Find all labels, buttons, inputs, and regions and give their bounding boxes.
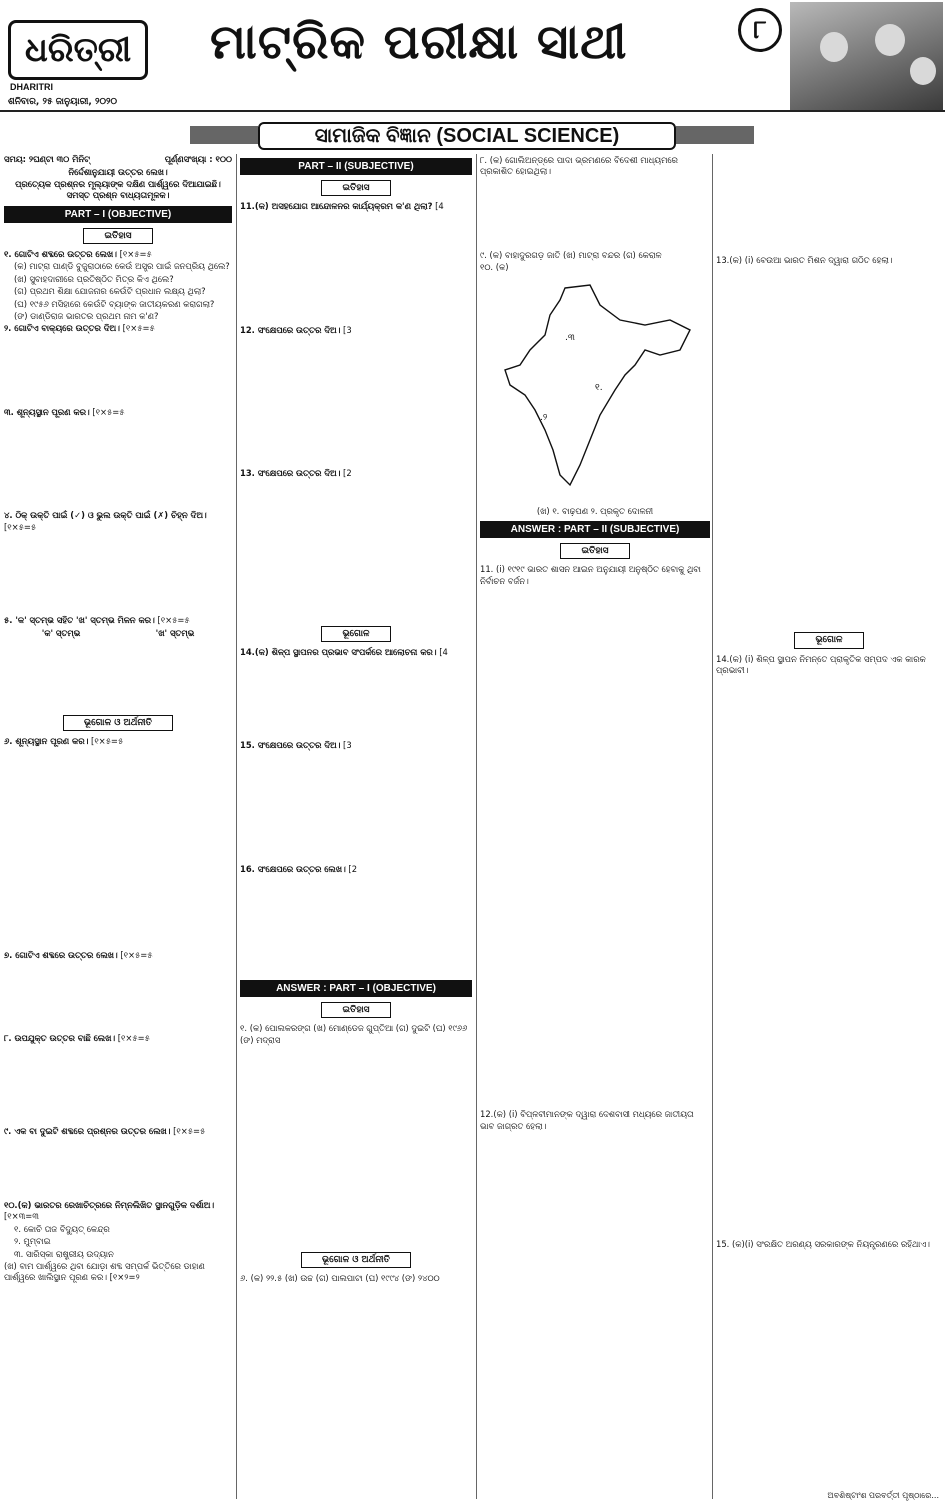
exam-marks: ପୂର୍ଣ୍ଣସଂଖ୍ୟା : ୧୦୦ bbox=[164, 154, 232, 164]
map-label-3: .୩ bbox=[565, 332, 575, 343]
masthead bbox=[0, 0, 945, 112]
continued-note: ଅବଶିଷ୍ଟାଂଶ ପରବର୍ତ୍ତୀ ପୃଷ୍ଠାରେ... bbox=[827, 1491, 939, 1500]
question-5: ୫. 'କ' ସ୍ତମ୍ଭ ସହିତ 'ଖ' ସ୍ତମ୍ଭ ମିଳନ କର। [୧×୫=୫ bbox=[4, 615, 190, 626]
section-geography: ଭୂଗୋଳ bbox=[321, 626, 391, 642]
answer-1: ୧. (କ) ପୋଲକରଙ୍ଗ (ଖ) ମୋଣ୍ଡେଜ ଗୁପ୍ତିଆ (ଗ) ଦୁଇଟି (ଘ) ୧୯୬୬ (ଙ) ମଦ୍ରାସ bbox=[240, 1023, 468, 1045]
exam-notice: ନିର୍ଦ୍ଦେଶାନୁଯାୟୀ ଉତ୍ତର ଲେଖ। ପ୍ରତ୍ୟେକ ପ୍ରଶ୍ନର ମୂଲ୍ୟାଙ୍କ ଦକ୍ଷିଣ ପାର୍ଶ୍ୱରେ ଦିଆଯାଇଛି। ସମସ୍ତ ପ୍ରଶ୍ନ ବାଧ୍ୟତାମୂଳକ। bbox=[15, 167, 221, 201]
question-10: ୧୦.(କ) ଭାରତର ରେଖାଚିତ୍ରରେ ନିମ୍ନଲିଖିତ ସ୍ଥାନଗୁଡ଼ିକ ଦର୍ଶାଅ। [୧×୩=୩ bbox=[4, 1199, 215, 1222]
answer-8: ୮. (କ) ଗୋଲିଅନ୍‌ଡ୍‌ରେ ପାଦା ଭ୍ରମଣରେ ବିଦେଶୀ ମାଧ୍ୟମରେ ପ୍ରକାଶିତ ହୋଇଥିଲା। bbox=[480, 155, 678, 177]
q1-b: (ଖ) ସୁବାହଦାରୀରେ ପ୍ରତିଷ୍ଠିତ ମିତ୍ର କିଏ ଥିଲେ? bbox=[14, 273, 174, 284]
question-9: ୯. ଏକ ବା ଦୁଇଟି ଶବ୍ଦରେ ପ୍ରଶ୍ନର ଉତ୍ତର ଲେଖ। [୧×୫=୫ bbox=[4, 1126, 206, 1137]
section-geography: ଭୂଗୋଳ ଓ ଅର୍ଥନୀତି bbox=[63, 715, 173, 731]
logo-text: ଧରିତ୍ରୀ bbox=[24, 30, 132, 70]
question-2: ୨. ଗୋଟିଏ ବାକ୍ୟରେ ଉତ୍ତର ଦିଅ। [୧×୫=୫ bbox=[4, 323, 155, 334]
q1-d: (ଘ) ୧୯୫୬ ମସିହାରେ କେଉଁଟି ବ୍ୟାଙ୍କ ଜାତୀୟକରଣ କରାଗଲା? bbox=[14, 298, 215, 309]
question-12: 12. ସଂକ୍ଷେପରେ ଉତ୍ତର ଦିଅ। [3 bbox=[240, 324, 352, 335]
answer-11: 11. (i) ୧୯୧୯ ଭାରତ ଶାସନ ଆଇନ ଅନୁଯାୟୀ ଅନୁଷ୍ଠିତ ହେବାକୁ ଥିବା ନିର୍ବାଚନ ବର୍ଜନ। bbox=[480, 564, 701, 586]
page-title: ମାଟ୍ରିକ ପରୀକ୍ଷା ସାଥୀ bbox=[210, 14, 628, 70]
question-10-b: (ଖ) ବାମ ପାର୍ଶ୍ୱରେ ଥିବା ଯୋଡ଼ା ଶବ୍ଦ ସମ୍ପର୍କ ଭିତ୍ତିରେ ଡାହାଣ ପାର୍ଶ୍ୱରେ ଖାଲିସ୍ଥାନ ପୂରଣ କର। [୧×୨=୨ bbox=[4, 1261, 205, 1283]
question-4: ୪. ଠିକ୍ ଉକ୍ତି ପାଇଁ (✓) ଓ ଭୁଲ ଉକ୍ତି ପାଇଁ (✗) ଚିହ୍ନ ଦିଅ। [୧×୫=୫ bbox=[4, 510, 207, 532]
q1-e: (ଙ) ଡାଣ୍ଡିରାଜ ଭାରତର ପ୍ରଥମ ନାମ କ'ଣ? bbox=[14, 311, 159, 322]
section-history: ଇତିହାସ bbox=[321, 180, 391, 196]
question-3: ୩. ଶୂନ୍ୟସ୍ଥାନ ପୂରଣ କର। [୧×୫=୫ bbox=[4, 406, 125, 417]
section-history: ଇତିହାସ bbox=[83, 228, 153, 244]
answer-geography-heading: ଭୂଗୋଳ bbox=[794, 632, 864, 648]
question-1: ୧. ଗୋଟିଏ ଶବ୍ଦରେ ଉତ୍ତର ଲେଖ। [୧×୫=୫ bbox=[4, 248, 152, 259]
exam-meta bbox=[4, 154, 232, 165]
subject-bar bbox=[0, 120, 945, 150]
map-label-2: .୨ bbox=[540, 412, 548, 423]
answer-6: ୬. (କ) ୨୨.୫ (ଖ) ଉଚ୍ଚ (ଗ) ପାଲପାଟା (ଘ) ୧୯୯୪ (ଙ) ୨୪୦୦ bbox=[240, 1273, 440, 1284]
answer-9: ୯. (କ) ବାହାଦୁରଗଡ଼ ଜାତି (ଖ) ମାଟ୍ରା ବନ୍ଦର (ଗ) କେରାଳ bbox=[480, 249, 662, 260]
answer-history-heading: ଇତିହାସ bbox=[560, 543, 630, 559]
q1-a: (କ) ମାଟ୍ରା ପାଣ୍ଡି ବୁଜୁରାଠାରେ କେଉଁ ଅସ୍ତ୍ର ପାଇଁ ଜନପ୍ରିୟ ଥିଲେ? bbox=[14, 261, 230, 272]
part-2-heading: PART – II (SUBJECTIVE) bbox=[240, 158, 472, 175]
column-4 bbox=[716, 154, 942, 1499]
question-15: 15. ସଂକ୍ଷେପରେ ଉତ୍ତର ଦିଅ। [3 bbox=[240, 740, 352, 751]
answer-10: ୧୦. (କ) bbox=[480, 262, 509, 273]
answer-12: 12.(କ) (i) ବିପ୍ଳବୀମାନଙ୍କ ଦ୍ୱାରା ଦେଶବାସୀ ମଧ୍ୟରେ ଜାତୀୟତା ଭାବ ଜାଗ୍ରତ ହେଲା। bbox=[480, 1109, 694, 1131]
question-13: 13. ସଂକ୍ଷେପରେ ଉତ୍ତର ଦିଅ। [2 bbox=[240, 468, 352, 479]
answer-15: 15. (କ)(i) ସଂରକ୍ଷିତ ଅରଣ୍ୟ ସରକାରଙ୍କ ନିୟନ୍ତ୍ରଣରେ ରହିଥାଏ। bbox=[716, 1238, 930, 1249]
answer-13: 13.(କ) (i) ବେଉଆ ଭାରତ ମିଶନ ଦ୍ୱାରା ଗଠିତ ହେଲା। bbox=[716, 255, 893, 265]
column-3 bbox=[480, 154, 710, 1499]
question-8: ୮. ଉପଯୁକ୍ତ ଉତ୍ତର ବାଛି ଲେଖ। [୧×୫=୫ bbox=[4, 1033, 150, 1044]
logo-sub: DHARITRI bbox=[10, 82, 53, 92]
india-map bbox=[495, 280, 695, 500]
answer-part-2-heading: ANSWER : PART – II (SUBJECTIVE) bbox=[480, 521, 710, 538]
answer-geography-heading: ଭୂଗୋଳ ଓ ଅର୍ଥନୀତି bbox=[301, 1252, 411, 1268]
issue-date: ଶନିବାର, ୨୫ ଜାନୁୟାରୀ, ୨୦୨୦ bbox=[8, 97, 117, 107]
question-7: ୭. ଗୋଟିଏ ଶବ୍ଦରେ ଉତ୍ତର ଲେଖ। [୧×୫=୫ bbox=[4, 949, 153, 960]
q1-c: (ଗ) ପ୍ରଥମ ଶିକ୍ଷା ଯୋଜନାର କେଉଁଟି ପ୍ରଧାନ ଲକ୍ଷ୍ୟ ଥିଲା? bbox=[14, 286, 206, 297]
column-2 bbox=[240, 154, 472, 1499]
question-11: 11.(କ) ଅସହଯୋଗ ଆନ୍ଦୋଳନର କାର୍ଯ୍ୟକ୍ରମ କ'ଣ ଥିଲା? [4 bbox=[240, 201, 444, 212]
dharitri-logo bbox=[8, 20, 148, 80]
match-headers: 'କ' ସ୍ତମ୍ଭ 'ଖ' ସ୍ତମ୍ଭ bbox=[41, 627, 195, 638]
answer-history-heading: ଇତିହାସ bbox=[321, 1002, 391, 1018]
part-1-heading: PART – I (OBJECTIVE) bbox=[4, 206, 232, 223]
exam-time: ସମୟ: ୨ଘଣ୍ଟା ୩୦ ମିନିଟ୍ bbox=[4, 154, 90, 164]
answer-part-1-heading: ANSWER : PART – I (OBJECTIVE) bbox=[240, 980, 472, 997]
question-16: 16. ସଂକ୍ଷେପରେ ଉତ୍ତର ଲେଖ। [2 bbox=[240, 863, 358, 874]
map-label-1: ୧. bbox=[595, 382, 603, 393]
question-14: 14.(କ) ଶିଳ୍ପ ସ୍ଥାପନର ପ୍ରଭାବ ସଂପର୍କରେ ଆଲୋଚନା କର। [4 bbox=[240, 646, 448, 657]
subject-title: ସାମାଜିକ ବିଜ୍ଞାନ (SOCIAL SCIENCE) bbox=[258, 122, 676, 150]
page-number: ୮ bbox=[738, 8, 782, 52]
map-caption: (ଖ) ୧. ବାଢ଼ପଣ ୨. ପ୍ରକୃତ ଦୋଳନୀ bbox=[536, 505, 654, 516]
question-6: ୬. ଶୂନ୍ୟସ୍ଥାନ ପୂରଣ କର। [୧×୫=୫ bbox=[4, 736, 124, 747]
students-photo bbox=[790, 2, 943, 110]
answer-14: 14.(କ) (i) ଶିଳ୍ପ ସ୍ଥାପନ ନିମନ୍ତେ ପ୍ରାକୃତିକ ସମ୍ପଦ ଏକ କାରକ ପ୍ରଭାବୀ। bbox=[716, 653, 926, 676]
column-1: ସମୟ: ୨ଘଣ୍ଟା ୩୦ ମିନିଟ୍ ପୂର୍ଣ୍ଣସଂଖ୍ୟା : ୧୦୦ ନିର୍ଦ୍ଦେଶାନୁଯାୟୀ ଉତ୍ତର ଲେଖ। ପ୍ରତ୍ୟେକ ପ୍ରଶ୍ନର ମୂଲ୍ୟାଙ୍କ ଦକ୍ଷିଣ ପାର୍ଶ୍ୱରେ ଦିଆଯାଇଛି। ସମସ୍ତ ପ୍ରଶ୍ନ ବାଧ୍ୟତାମୂଳକ। PART – I (OBJECTIVE) ଇତିହାସ ୧. ଗୋଟିଏ ଶବ୍ଦରେ ଉତ୍ତର ଲେଖ। [୧×୫=୫ (କ) ମାଟ୍ରା ପାଣ୍ଡି ବୁଜୁରାଠାରେ କେଉଁ ଅସ୍ତ୍ର ପାଇଁ ଜନପ୍ରିୟ ଥିଲେ? (ଖ) ସୁବାହଦାରୀରେ ପ୍ରତିଷ୍ଠିତ ମିତ୍ର କିଏ ଥିଲେ? (ଗ) ପ୍ରଥମ ଶିକ୍ଷା ଯୋଜନାର କେଉଁଟି ପ୍ରଧାନ ଲକ୍ଷ୍ୟ ଥିଲା? (ଘ) ୧୯୫୬ ମସିହାରେ କେଉଁଟି ବ୍ୟାଙ୍କ ଜାତୀୟକରଣ କରାଗଲା? (ଙ) ଡାଣ୍ଡିରାଜ ଭାରତର ପ୍ରଥମ ନାମ କ'ଣ? ୨. ଗୋଟିଏ ବାକ୍ୟରେ ଉତ୍ତର ଦିଅ। [୧×୫=୫ ୩. ଶୂନ୍ୟସ୍ଥାନ ପୂରଣ କର। [୧×୫=୫ ୪. ଠିକ୍ ଉକ୍ତି ପାଇଁ (✓) ଓ ଭୁଲ ଉକ୍ତି ପାଇଁ (✗) ଚିହ୍ନ ଦିଅ। [୧×୫=୫ ୫. 'କ' ସ୍ତମ୍ଭ ସହିତ 'ଖ' ସ୍ତମ୍ଭ ମିଳନ କର। [୧×୫=୫ 'କ' ସ୍ତମ୍ଭ 'ଖ' ସ୍ତମ୍ଭ ଭୂଗୋଳ ଓ ଅର୍ଥନୀତି ୬. ଶୂନ୍ୟସ୍ଥାନ ପୂରଣ କର। [୧×୫=୫ ୭. ଗୋଟିଏ ଶବ୍ଦରେ ଉତ୍ତର ଲେଖ। [୧×୫=୫ ୮. ଉପଯୁକ୍ତ ଉତ୍ତର ବାଛି ଲେଖ। [୧×୫=୫ ୯. ଏକ ବା ଦୁଇଟି ଶବ୍ଦରେ ପ୍ରଶ୍ନର ଉତ୍ତର ଲେଖ। [୧×୫=୫ ୧୦.(କ) ଭାରତର ରେଖାଚିତ୍ରରେ ନିମ୍ନଲିଖିତ ସ୍ଥାନଗୁଡ଼ିକ ଦର୍ଶାଅ। [୧×୩=୩ ୧. କୋଚି ତାଜ ବିଦ୍ୟୁତ୍ କେନ୍ଦ୍ର ୨. ମୁମ୍ବାଇ ୩. ସାରିସ୍କା ରାଷ୍ଟ୍ରୀୟ ଉଦ୍ୟାନ (ଖ) ବାମ ପାର୍ଶ୍ୱରେ ଥିବା ଯୋଡ଼ା ଶବ୍ଦ ସମ୍ପର୍କ ଭିତ୍ତିରେ ଡାହାଣ ପାର୍ଶ୍ୱରେ ଖାଲିସ୍ଥାନ ପୂରଣ କର। [୧×୨=୨ bbox=[4, 154, 232, 1283]
